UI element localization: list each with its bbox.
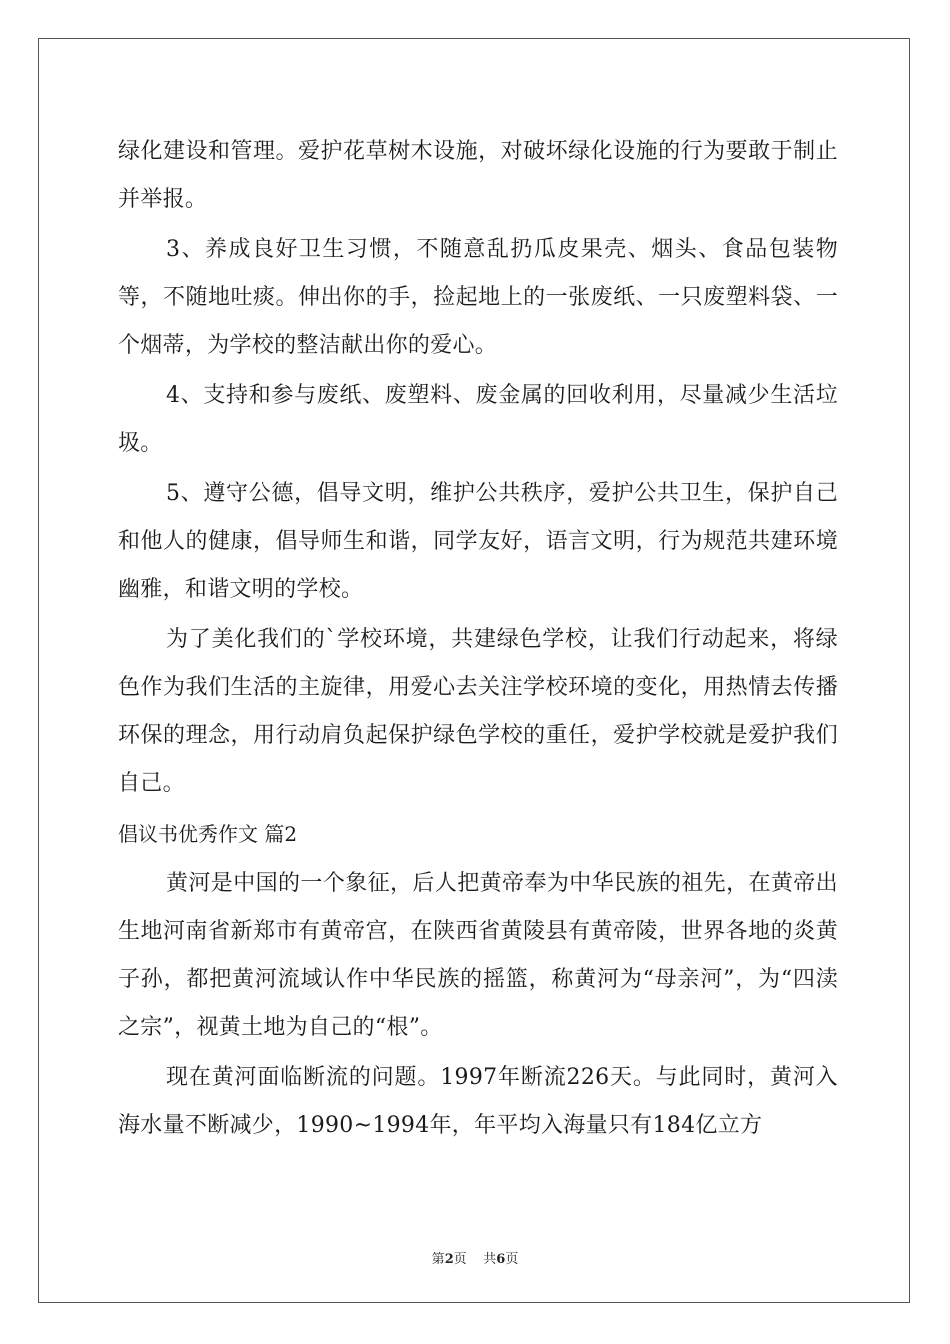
paragraph: 黄河是中国的一个象征，后人把黄帝奉为中华民族的祖先，在黄帝出生地河南省新郑市有黄帝宫，在陕西省黄陵县有黄帝陵，世界各地的炎黄子孙，都把黄河流域认作中华民族的摇篮，称黄河为“母亲河”，为“四渎之宗”，视黄土地为自己的“根”。 [118,871,838,1040]
paragraph: 4、支持和参与废纸、废塑料、废金属的回收利用，尽量减少生活垃圾。 [118,383,838,456]
page-prefix: 第 [431,1252,445,1267]
paragraph: 绿化建设和管理。爱护花草树木设施，对破坏绿化设施的行为要敢于制止并举报。 [118,139,838,212]
page-mid: 页 共 [453,1252,497,1267]
paragraph: 5、遵守公德，倡导文明，维护公共秩序，爱护公共卫生，保护自己和他人的健康，倡导师生和谐，同学友好，语言文明，行为规范共建环境幽雅，和谐文明的学校。 [118,481,838,602]
total-page-number: 6 [496,1252,506,1267]
page-number-footer [0,1248,950,1267]
paragraph: 3、养成良好卫生习惯，不随意乱扔瓜皮果壳、烟头、食品包装物等，不随地吐痰。伸出你的手，捡起地上的一张废纸、一只废塑料袋、一个烟蒂，为学校的整洁献出你的爱心。 [118,237,838,358]
current-page-number: 2 [444,1252,454,1267]
page-suffix: 页 [505,1252,519,1267]
paragraph: 为了美化我们的`学校环境，共建绿色学校，让我们行动起来，将绿色作为我们生活的主旋律，用爱心去关注学校环境的变化，用热情去传播环保的理念，用行动肩负起保护绿色学校的重任，爱护学校就是爱护我们自己。 [118,627,838,796]
paragraph: 现在黄河面临断流的问题。1997年断流226天。与此同时，黄河入海水量不断减少，1990~1994年，年平均入海量只有184亿立方 [118,1065,838,1138]
document-body [118,128,838,1152]
section-heading: 倡议书优秀作文 篇2 [118,822,298,846]
